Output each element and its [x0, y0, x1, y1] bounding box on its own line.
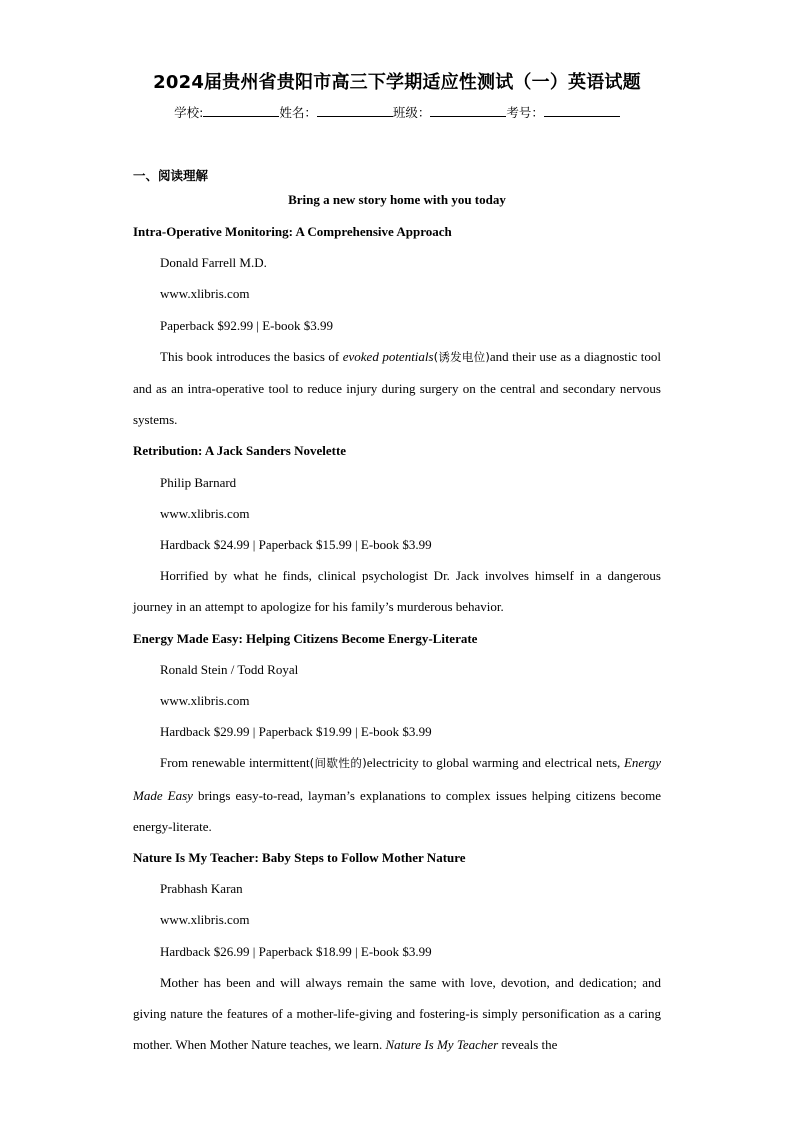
- desc-text: Mother has been and will always remain the same with love, devotion, and dedication; and giving nature the features of a mother-life-giving and fostering-is simply personification as a caring mother. When Mother Nature teaches, we learn.: [133, 974, 661, 1053]
- student-info-line: [0, 103, 794, 121]
- desc-text: and their use as a diagnostic tool and as an intra-operative tool to reduce injury during surgery on the central and secondary nervous systems.: [133, 348, 661, 428]
- class-label: 班级：: [392, 105, 431, 120]
- book-author: Prabhash Karan: [160, 881, 243, 897]
- desc-italic-term: Nature Is My Teacher: [385, 1037, 499, 1053]
- passage-body: [133, 216, 661, 1060]
- book-prices: Hardback $26.99 | Paperback $18.99 | E-book $3.99: [160, 943, 432, 959]
- class-blank[interactable]: [430, 103, 506, 117]
- school-blank[interactable]: [203, 103, 279, 117]
- desc-gloss: (间歇性的): [309, 756, 367, 771]
- name-blank[interactable]: [317, 103, 393, 117]
- school-label: 学校:: [174, 105, 204, 120]
- exam-title: 2024届贵州省贵阳市高三下学期适应性测试（一）英语试题: [153, 72, 641, 93]
- book-website: www.xlibris.com: [160, 505, 250, 521]
- book-prices: Hardback $24.99 | Paperback $15.99 | E-book $3.99: [160, 537, 432, 553]
- id-label: 考号：: [506, 105, 544, 120]
- book-website: www.xlibris.com: [160, 912, 250, 928]
- desc-text: reveals the: [498, 1037, 558, 1053]
- passage-title: Bring a new story home with you today: [288, 192, 506, 207]
- desc-italic-term: evoked potentials: [342, 348, 434, 364]
- book-author: Donald Farrell M.D.: [160, 255, 267, 271]
- book-description: Horrified by what he finds, clinical psychologist Dr. Jack involves himself in a dangerous journey in an attempt to apologize for his family’s murderous behavior.: [133, 568, 661, 615]
- desc-gloss: (诱发电位): [433, 349, 490, 364]
- section-heading: 一、阅读理解: [133, 168, 209, 183]
- book-website: www.xlibris.com: [160, 693, 250, 709]
- id-blank[interactable]: [544, 103, 620, 117]
- name-label: 姓名：: [279, 105, 317, 120]
- book-prices: Hardback $29.99 | Paperback $19.99 | E-book $3.99: [160, 724, 432, 740]
- book-title: Intra-Operative Monitoring: A Comprehensive Approach: [133, 224, 452, 239]
- book-author: Ronald Stein / Todd Royal: [160, 661, 299, 677]
- desc-text: This book introduces the basics of: [160, 348, 343, 364]
- desc-text: brings easy-to-read, layman’s explanations to complex issues helping citizens become energy-literate.: [133, 787, 662, 834]
- book-title: Energy Made Easy: Helping Citizens Become Energy-Literate: [133, 630, 478, 646]
- desc-italic-term: Energy Made Easy: [133, 755, 661, 803]
- desc-text: electricity to global warming and electrical nets,: [366, 755, 624, 771]
- book-website: www.xlibris.com: [160, 286, 250, 302]
- book-description: [133, 967, 661, 1061]
- book-author: Philip Barnard: [160, 474, 237, 490]
- book-title: Retribution: A Jack Sanders Novelette: [133, 443, 347, 459]
- book-description: [133, 747, 661, 842]
- book-prices: Paperback $92.99 | E-book $3.99: [160, 317, 334, 333]
- book-title: Nature Is My Teacher: Baby Steps to Follow Mother Nature: [133, 850, 466, 866]
- desc-text: From renewable intermittent: [160, 755, 310, 771]
- book-description: [133, 341, 661, 436]
